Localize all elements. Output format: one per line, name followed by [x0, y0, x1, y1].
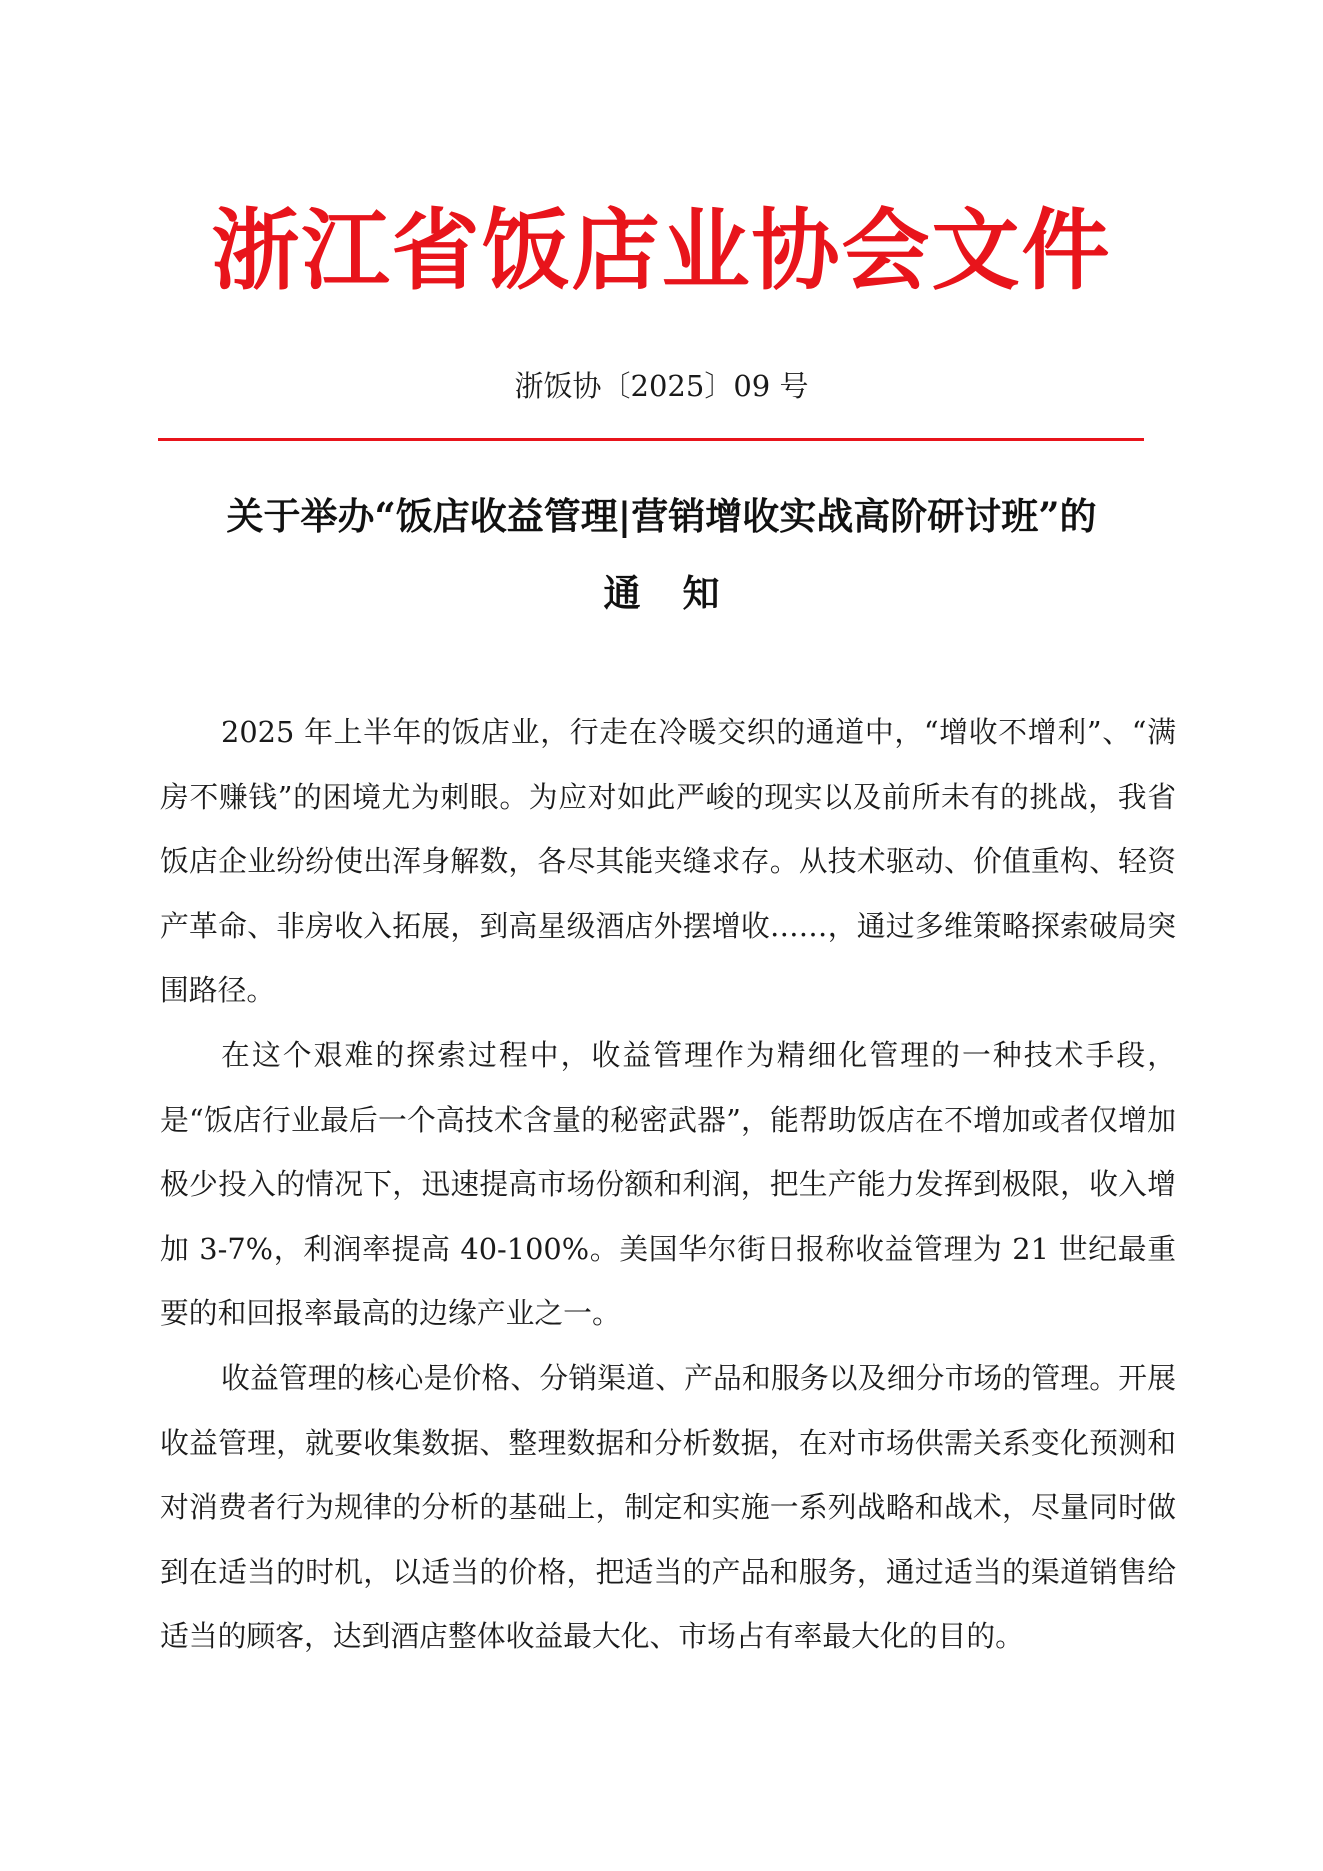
- body-paragraph-3: 收益管理的核心是价格、分销渠道、产品和服务以及细分市场的管理。开展收益管理，就要收集数据、整理数据和分析数据，在对市场供需关系变化预测和对消费者行为规律的分析的基础上，制定和实施一系列战略和战术，尽量同时做到在适当的时机，以适当的价格，把适当的产品和服务，通过适当的渠道销售给适当的顾客，达到酒店整体收益最大化、市场占有率最大化的目的。: [160, 1360, 1176, 1654]
- document-body: [160, 700, 1176, 1669]
- document-number: 浙饭协〔2025〕09 号: [514, 369, 809, 403]
- notice-title-line-1: 关于举办“饭店收益管理|营销增收实战高阶研讨班”的: [226, 494, 1097, 538]
- red-divider-line: [158, 438, 1144, 441]
- body-paragraph-2: 在这个艰难的探索过程中，收益管理作为精细化管理的一种技术手段，是“饭店行业最后一个高技术含量的秘密武器”，能帮助饭店在不增加或者仅增加极少投入的情况下，迅速提高市场份额和利润，把生产能力发挥到极限，收入增加 3-7%，利润率提高 40-100%。美国华尔街日报称收益管理为 21 世纪最重要的和回报率最高的边缘产业之一。: [160, 1037, 1176, 1331]
- notice-title-line-2: 通知: [603, 571, 762, 615]
- document-masthead: 浙江省饭店业协会文件: [211, 199, 1112, 302]
- body-paragraph-1: 2025 年上半年的饭店业，行走在冷暖交织的通道中，“增收不增利”、“满房不赚钱”的困境尤为刺眼。为应对如此严峻的现实以及前所未有的挑战，我省饭店企业纷纷使出浑身解数，各尽其能夹缝求存。从技术驱动、价值重构、轻资产革命、非房收入拓展，到高星级酒店外摆增收……，通过多维策略探索破局突围路径。: [160, 715, 1176, 1008]
